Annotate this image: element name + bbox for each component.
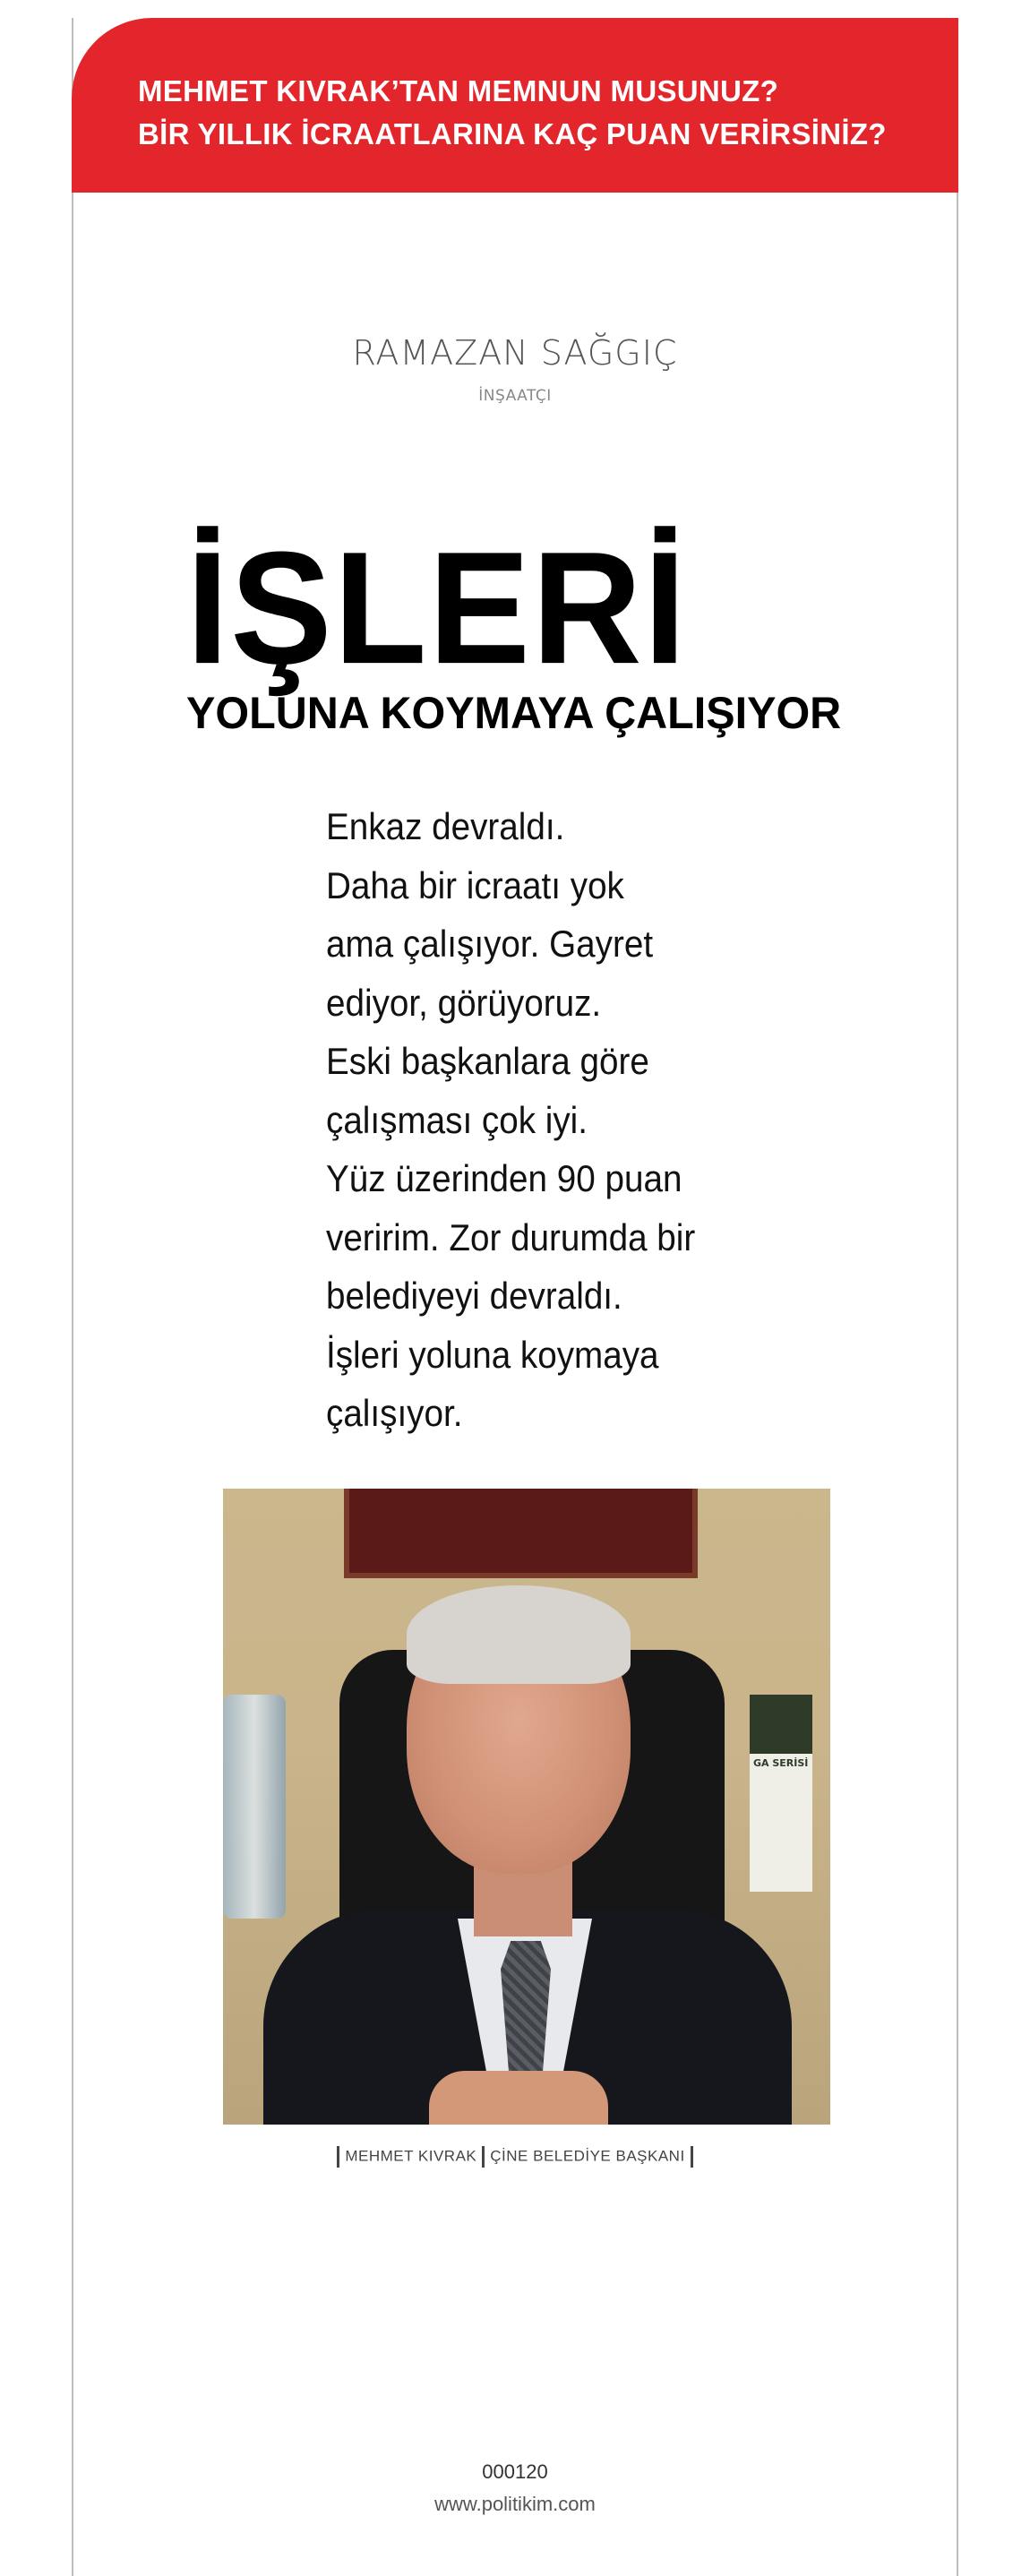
caption-divider	[337, 2146, 339, 2168]
caption-divider	[482, 2146, 485, 2168]
header-banner	[72, 18, 958, 193]
quote-line: Enkaz devraldı.	[326, 805, 565, 847]
footer-code: 000120	[482, 2460, 548, 2483]
water-bottles	[223, 1695, 286, 1919]
book-label: GA SERİSİ	[753, 1757, 809, 1769]
author-name: RAMAZAN SAĞGIÇ	[352, 333, 678, 373]
quote-line: Eski başkanlara göre	[326, 1040, 649, 1082]
quote-line: Yüz üzerinden 90 puan	[326, 1157, 682, 1199]
quote-line: çalışması çok iyi.	[326, 1098, 588, 1141]
photo-caption	[0, 2146, 1030, 2168]
author-role: İNŞAATÇI	[478, 387, 552, 405]
book-on-desk	[750, 1695, 812, 1892]
quote-line: ediyor, görüyoruz.	[326, 981, 602, 1024]
caption-divider	[691, 2146, 693, 2168]
quote-body	[326, 797, 738, 1443]
caption-name: MEHMET KIVRAK	[345, 2147, 477, 2165]
header-question-line-1: MEHMET KIVRAK’TAN MEMNUN MUSUNUZ?	[138, 74, 779, 107]
footer-url: www.politikim.com	[434, 2493, 596, 2515]
quote-line: ama çalışıyor. Gayret	[326, 923, 654, 965]
quote-line: veririm. Zor durumda bir	[326, 1215, 696, 1258]
header-question-line-2: BİR YILLIK İCRAATLARINA KAÇ PUAN VERİRSİNİZ?	[138, 117, 887, 150]
headline-main: İŞLERİ	[186, 519, 688, 698]
quote-line: Daha bir icraatı yok	[326, 863, 624, 906]
quote-line: çalışıyor.	[326, 1392, 463, 1434]
quote-line: belediyeyi devraldı.	[326, 1275, 622, 1317]
caption-title: ÇİNE BELEDİYE BAŞKANI	[490, 2147, 685, 2165]
headline-sub: YOLUNA KOYMAYA ÇALIŞIYOR	[186, 688, 842, 738]
hair	[407, 1585, 631, 1684]
portrait-photo	[223, 1489, 830, 2125]
clasped-hands	[429, 2071, 608, 2125]
wall-frame	[344, 1489, 698, 1578]
quote-line: İşleri yoluna koymaya	[326, 1333, 659, 1376]
